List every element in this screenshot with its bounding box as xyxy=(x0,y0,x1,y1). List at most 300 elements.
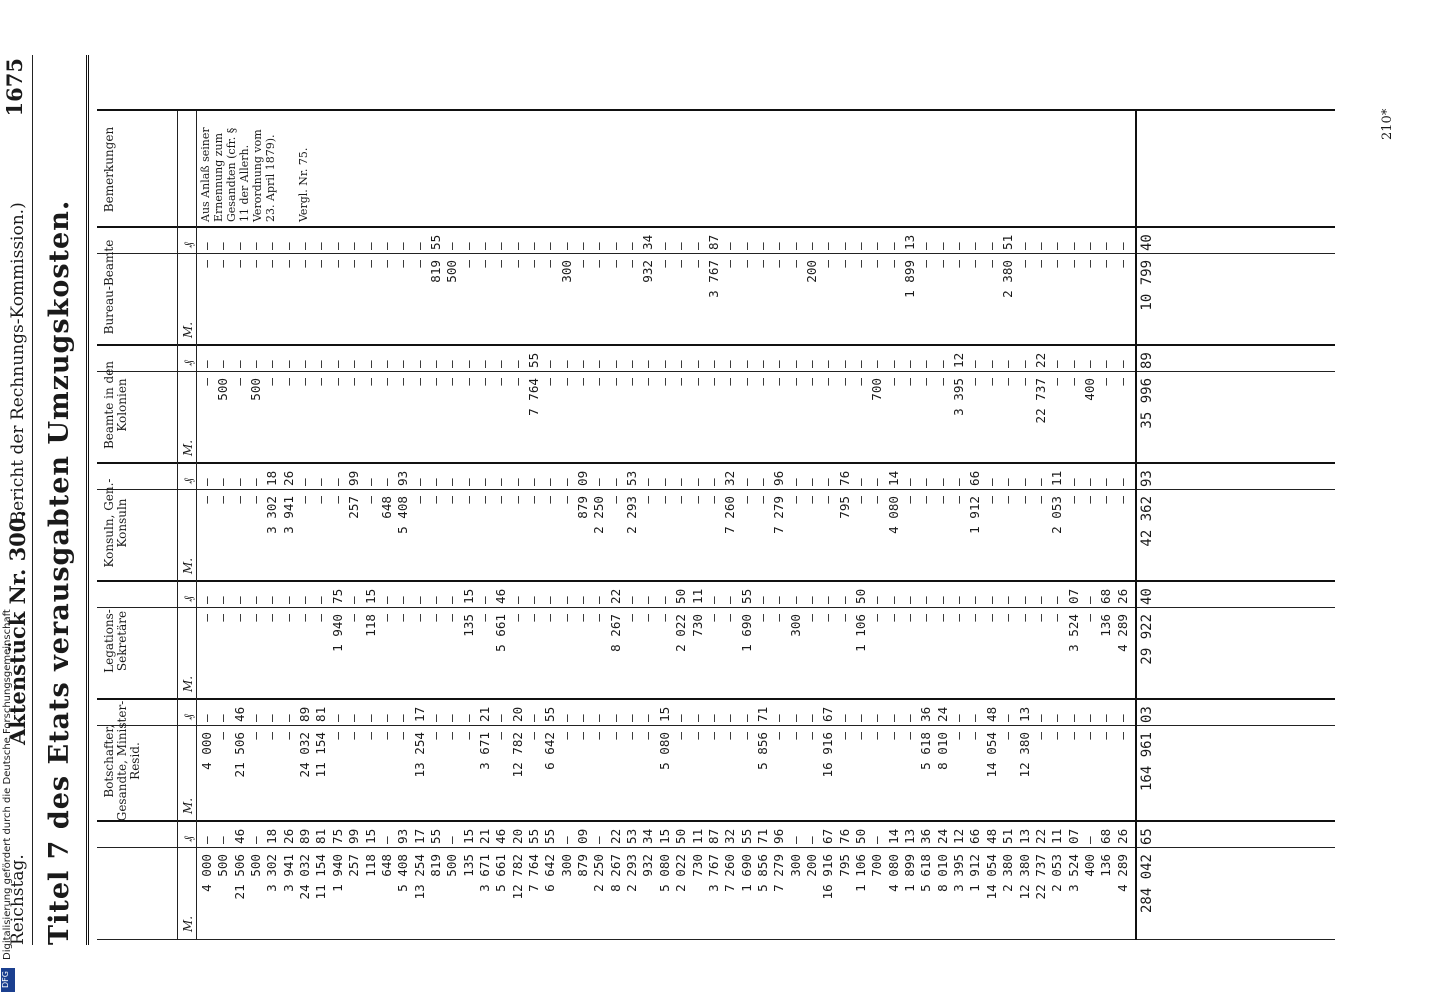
pfennig-value: — xyxy=(902,478,918,486)
amount-mark: 24 032 xyxy=(297,732,313,778)
amount-mark: 16 916 xyxy=(820,854,836,900)
amount-mark: — xyxy=(1016,496,1032,504)
pfennig-value: — xyxy=(362,714,378,722)
amount-mark: — xyxy=(542,378,558,386)
amount-mark: — xyxy=(215,496,231,504)
pfennig-value: — xyxy=(248,242,264,250)
pfennig-value: — xyxy=(476,478,492,486)
amount-mark: — xyxy=(803,378,819,386)
unit-mark: ₰ xyxy=(181,836,195,842)
amount-mark: 400 xyxy=(1081,378,1097,401)
pf-divider xyxy=(97,489,1335,490)
pfennig-value: 24 xyxy=(934,706,950,722)
amount-mark: — xyxy=(624,378,640,386)
pfennig-value: — xyxy=(934,360,950,368)
amount-mark: — xyxy=(1016,378,1032,386)
pfennig-value: — xyxy=(1032,596,1048,604)
amount-mark: — xyxy=(231,614,247,622)
amount-mark: — xyxy=(885,260,901,268)
pfennig-value: — xyxy=(689,714,705,722)
amount-mark: — xyxy=(460,732,476,740)
amount-mark: — xyxy=(705,496,721,504)
amount-mark: 5 661 xyxy=(493,854,509,892)
amount-mark: — xyxy=(673,732,689,740)
pfennig-value: 15 xyxy=(460,588,476,604)
pfennig-value: 96 xyxy=(771,470,787,486)
amount-mark: 3 941 xyxy=(280,496,296,534)
pfennig-value: — xyxy=(575,714,591,722)
pfennig-value: — xyxy=(1114,242,1130,250)
amount-mark: 3 671 xyxy=(476,732,492,770)
amount-mark: 4 080 xyxy=(885,496,901,534)
pfennig-value: 75 xyxy=(329,588,345,604)
amount-mark: 4 289 xyxy=(1114,614,1130,652)
amount-mark: — xyxy=(820,260,836,268)
pfennig-value: — xyxy=(1098,242,1114,250)
amount-mark: 5 408 xyxy=(395,854,411,892)
amount-mark: 12 782 xyxy=(509,854,525,900)
pfennig-value: — xyxy=(951,478,967,486)
pfennig-value: — xyxy=(509,242,525,250)
amount-mark: — xyxy=(248,260,264,268)
pfennig-value: — xyxy=(869,596,885,604)
unit-mark: ₰ xyxy=(181,596,195,602)
unit-mark: M. xyxy=(181,675,195,692)
pfennig-value: 50 xyxy=(673,828,689,844)
pfennig-value: — xyxy=(1016,596,1032,604)
pfennig-value: — xyxy=(1016,360,1032,368)
pfennig-value: 76 xyxy=(836,828,852,844)
amount-mark: — xyxy=(967,614,983,622)
column-divider xyxy=(97,109,1335,111)
amount-mark: 5 080 xyxy=(656,732,672,770)
pfennig-value: — xyxy=(918,478,934,486)
pfennig-value: — xyxy=(411,360,427,368)
amount-mark: — xyxy=(493,732,509,740)
pfennig-value: — xyxy=(460,714,476,722)
pfennig-value: — xyxy=(640,360,656,368)
amount-mark: — xyxy=(1114,378,1130,386)
total-amount: 164 961 xyxy=(1138,732,1155,792)
pfennig-value: 12 xyxy=(951,828,967,844)
amount-mark: — xyxy=(313,614,329,622)
amount-mark: — xyxy=(624,614,640,622)
amount-mark: — xyxy=(280,732,296,740)
amount-mark: — xyxy=(738,260,754,268)
pfennig-value: — xyxy=(591,836,607,844)
pfennig-value: — xyxy=(1049,242,1065,250)
pfennig-value: — xyxy=(640,714,656,722)
total-amount: 284 042 xyxy=(1138,854,1155,914)
amount-mark: 257 xyxy=(346,854,362,877)
pfennig-value: — xyxy=(771,242,787,250)
unit-mark: M. xyxy=(181,915,195,932)
pfennig-value: — xyxy=(624,714,640,722)
amount-mark: — xyxy=(362,378,378,386)
pfennig-value: — xyxy=(754,478,770,486)
pfennig-value: — xyxy=(705,360,721,368)
pfennig-value: — xyxy=(689,360,705,368)
pfennig-value: 26 xyxy=(1114,588,1130,604)
pfennig-value: — xyxy=(1114,360,1130,368)
pfennig-value: — xyxy=(378,360,394,368)
amount-mark: — xyxy=(460,260,476,268)
amount-mark: — xyxy=(575,378,591,386)
amount-mark: 257 xyxy=(346,496,362,519)
pfennig-value: — xyxy=(215,242,231,250)
amount-mark: — xyxy=(346,732,362,740)
amount-mark: — xyxy=(542,260,558,268)
pfennig-value: — xyxy=(803,714,819,722)
pfennig-value: — xyxy=(199,596,214,604)
remark-text: Aus Anlaß seiner Ernennung zum Gesandten (cfr. § 11 der Allerh. Verordnung vom 23. April 1879). xyxy=(199,127,277,222)
amount-mark: — xyxy=(509,260,525,268)
pfennig-value: 99 xyxy=(346,828,362,844)
pfennig-value: — xyxy=(509,596,525,604)
pfennig-value: — xyxy=(591,596,607,604)
amount-mark: — xyxy=(297,496,313,504)
remark-text: Vergl. Nr. 75. xyxy=(297,147,311,222)
pfennig-value: — xyxy=(329,360,345,368)
pfennig-value: — xyxy=(231,242,247,250)
pfennig-value: — xyxy=(444,836,460,844)
pfennig-value: — xyxy=(1098,714,1114,722)
amount-mark: — xyxy=(476,614,492,622)
amount-mark: — xyxy=(787,732,803,740)
amount-mark: — xyxy=(951,732,967,740)
pfennig-value: 55 xyxy=(542,706,558,722)
amount-mark: — xyxy=(934,378,950,386)
amount-mark: — xyxy=(297,614,313,622)
amount-mark: 1 690 xyxy=(738,854,754,892)
amount-mark: — xyxy=(1000,496,1016,504)
amount-mark: — xyxy=(902,732,918,740)
amount-mark: 500 xyxy=(215,854,231,877)
amount-mark: — xyxy=(297,378,313,386)
pfennig-value: — xyxy=(313,478,329,486)
amount-mark: — xyxy=(1049,614,1065,622)
amount-mark: — xyxy=(836,378,852,386)
amount-mark: — xyxy=(951,260,967,268)
total-amount: 42 362 xyxy=(1138,496,1155,547)
amount-mark: — xyxy=(803,732,819,740)
amount-mark: — xyxy=(329,732,345,740)
amount-mark: 14 054 xyxy=(983,854,999,900)
amount-mark: 13 254 xyxy=(411,732,427,778)
amount-mark: — xyxy=(885,614,901,622)
pfennig-value: — xyxy=(607,242,623,250)
amount-mark: — xyxy=(656,496,672,504)
pfennig-value: — xyxy=(444,714,460,722)
pfennig-value: — xyxy=(902,714,918,722)
pfennig-value: — xyxy=(558,478,574,486)
amount-mark: — xyxy=(673,260,689,268)
pfennig-value: — xyxy=(493,478,509,486)
amount-mark: — xyxy=(1098,732,1114,740)
pfennig-value: — xyxy=(754,242,770,250)
pfennig-value: — xyxy=(575,242,591,250)
pfennig-value: — xyxy=(215,836,231,844)
pfennig-value: — xyxy=(378,836,394,844)
amount-mark: 5 408 xyxy=(395,496,411,534)
header-rule xyxy=(177,111,178,940)
pfennig-value: 24 xyxy=(934,828,950,844)
pfennig-value: — xyxy=(1114,478,1130,486)
amount-mark: 4 000 xyxy=(199,854,214,892)
pfennig-value: 13 xyxy=(1016,706,1032,722)
amount-mark: 13 254 xyxy=(411,854,427,900)
pfennig-value: — xyxy=(313,596,329,604)
pfennig-value: — xyxy=(378,242,394,250)
amount-mark: — xyxy=(1081,496,1097,504)
amount-mark: 730 xyxy=(689,854,705,877)
pfennig-value: — xyxy=(885,714,901,722)
amount-mark: — xyxy=(248,496,264,504)
amount-mark: — xyxy=(493,260,509,268)
amount-mark: — xyxy=(411,260,427,268)
pfennig-value: — xyxy=(853,714,868,722)
amount-mark: — xyxy=(820,496,836,504)
header-right: (Bericht der Rechnungs-Kommission.) xyxy=(8,202,28,530)
amount-mark: 648 xyxy=(378,854,394,877)
pfennig-value: 11 xyxy=(689,828,705,844)
amount-mark: 500 xyxy=(444,260,460,283)
pfennig-value: — xyxy=(329,714,345,722)
pfennig-value: — xyxy=(820,360,836,368)
amount-mark: — xyxy=(722,732,738,740)
amount-mark: — xyxy=(689,378,705,386)
amount-mark: — xyxy=(558,732,574,740)
amount-mark: — xyxy=(771,260,787,268)
amount-mark: — xyxy=(329,496,345,504)
total-amount: 35 996 xyxy=(1138,378,1155,429)
pfennig-value: — xyxy=(444,360,460,368)
total-pfennig: 93 xyxy=(1138,470,1155,487)
total-amount: 10 799 xyxy=(1138,260,1155,311)
amount-mark: 3 395 xyxy=(951,378,967,416)
pfennig-value: — xyxy=(231,478,247,486)
amount-mark: 12 782 xyxy=(509,732,525,778)
pfennig-value: — xyxy=(640,596,656,604)
amount-mark: 7 279 xyxy=(771,854,787,892)
amount-mark: — xyxy=(689,260,705,268)
pfennig-value: — xyxy=(624,360,640,368)
amount-mark: 3 524 xyxy=(1065,854,1081,892)
pfennig-value: — xyxy=(199,242,214,250)
pfennig-value: — xyxy=(1081,360,1097,368)
pfennig-value: — xyxy=(297,596,313,604)
pfennig-value: 46 xyxy=(493,828,509,844)
pfennig-value: — xyxy=(280,714,296,722)
pfennig-value: — xyxy=(869,242,885,250)
amount-mark: — xyxy=(836,260,852,268)
pfennig-value: — xyxy=(1000,596,1016,604)
amount-mark: — xyxy=(493,378,509,386)
amount-mark: 11 154 xyxy=(313,732,329,778)
amount-mark: — xyxy=(575,614,591,622)
pfennig-value: — xyxy=(1081,714,1097,722)
amount-mark: — xyxy=(427,614,443,622)
dfg-logo: DFG xyxy=(1,968,15,992)
pfennig-value: 09 xyxy=(575,828,591,844)
amount-mark: — xyxy=(787,378,803,386)
pfennig-value: — xyxy=(722,714,738,722)
amount-mark: — xyxy=(1081,732,1097,740)
amount-mark: 7 260 xyxy=(722,854,738,892)
pfennig-value: — xyxy=(1081,836,1097,844)
pfennig-value: — xyxy=(771,360,787,368)
amount-mark: 14 054 xyxy=(983,732,999,778)
pfennig-value: 20 xyxy=(509,706,525,722)
amount-mark: — xyxy=(231,378,247,386)
amount-mark: — xyxy=(1098,378,1114,386)
header-rule xyxy=(32,55,33,945)
pfennig-value: — xyxy=(771,596,787,604)
pfennig-value: 93 xyxy=(395,470,411,486)
pfennig-value: 46 xyxy=(231,828,247,844)
amount-mark: — xyxy=(983,496,999,504)
pfennig-value: — xyxy=(738,478,754,486)
amount-mark: — xyxy=(771,732,787,740)
pfennig-value: — xyxy=(313,360,329,368)
pfennig-value: — xyxy=(591,360,607,368)
pfennig-value: 22 xyxy=(607,828,623,844)
pfennig-value: — xyxy=(885,596,901,604)
amount-mark: — xyxy=(264,378,280,386)
pfennig-value: — xyxy=(1081,478,1097,486)
pfennig-value: — xyxy=(853,360,868,368)
amount-mark: — xyxy=(378,378,394,386)
amount-mark: — xyxy=(934,496,950,504)
amount-mark: — xyxy=(754,260,770,268)
total-pfennig: 03 xyxy=(1138,706,1155,723)
unit-mark: M. xyxy=(181,439,195,456)
amount-mark: 5 618 xyxy=(918,732,934,770)
page-number: 1675 xyxy=(2,58,27,117)
pfennig-value: 66 xyxy=(967,828,983,844)
amount-mark: — xyxy=(215,732,231,740)
pfennig-value: 15 xyxy=(656,706,672,722)
pfennig-value: — xyxy=(199,714,214,722)
amount-mark: — xyxy=(656,614,672,622)
pfennig-value: — xyxy=(313,242,329,250)
amount-mark: — xyxy=(362,260,378,268)
pfennig-value: — xyxy=(967,596,983,604)
pfennig-value: 21 xyxy=(476,706,492,722)
amount-mark: 700 xyxy=(869,854,885,877)
pfennig-value: 75 xyxy=(329,828,345,844)
amount-mark: — xyxy=(918,260,934,268)
pfennig-value: — xyxy=(869,836,885,844)
pfennig-value: — xyxy=(558,714,574,722)
pfennig-value: 36 xyxy=(918,828,934,844)
amount-mark: 648 xyxy=(378,496,394,519)
pfennig-value: — xyxy=(787,596,803,604)
pfennig-value: 50 xyxy=(853,588,868,604)
pfennig-value: — xyxy=(853,478,868,486)
column-header: Legations-Sekretäre xyxy=(102,609,129,673)
pfennig-value: — xyxy=(199,836,214,844)
pfennig-value: 46 xyxy=(493,588,509,604)
pfennig-value: — xyxy=(297,360,313,368)
pfennig-value: — xyxy=(542,596,558,604)
amount-mark: — xyxy=(787,260,803,268)
amount-mark: — xyxy=(1114,496,1130,504)
pf-divider xyxy=(97,847,1335,848)
amount-mark: — xyxy=(444,496,460,504)
amount-mark: — xyxy=(231,260,247,268)
column-header: Bemerkungen xyxy=(102,126,116,213)
pfennig-value: 18 xyxy=(264,470,280,486)
amount-mark: — xyxy=(656,378,672,386)
amount-mark: — xyxy=(983,614,999,622)
amount-mark: — xyxy=(934,260,950,268)
amount-mark: — xyxy=(280,378,296,386)
pfennig-value: — xyxy=(951,714,967,722)
amount-mark: — xyxy=(460,378,476,386)
pfennig-value: — xyxy=(951,596,967,604)
pfennig-value: 99 xyxy=(346,470,362,486)
amount-mark: 22 737 xyxy=(1032,378,1048,424)
pfennig-value: — xyxy=(575,360,591,368)
amount-mark: 2 022 xyxy=(673,614,689,652)
amount-mark: — xyxy=(444,732,460,740)
column-divider xyxy=(97,226,1335,228)
pfennig-value: — xyxy=(460,360,476,368)
amount-mark: — xyxy=(460,496,476,504)
amount-mark: 21 506 xyxy=(231,854,247,900)
amount-mark: 1 912 xyxy=(967,496,983,534)
total-pfennig: 40 xyxy=(1138,588,1155,605)
pfennig-value: 81 xyxy=(313,828,329,844)
pfennig-value: 26 xyxy=(1114,828,1130,844)
pfennig-value: 55 xyxy=(526,352,541,368)
amount-mark: — xyxy=(771,614,787,622)
pfennig-value: — xyxy=(951,242,967,250)
pfennig-value: 14 xyxy=(885,470,901,486)
pfennig-value: 51 xyxy=(1000,234,1016,250)
amount-mark: — xyxy=(395,378,411,386)
pfennig-value: — xyxy=(934,478,950,486)
amount-mark: — xyxy=(640,614,656,622)
pfennig-value: 68 xyxy=(1098,828,1114,844)
pfennig-value: — xyxy=(1032,714,1048,722)
pfennig-value: — xyxy=(902,360,918,368)
amount-mark: — xyxy=(558,378,574,386)
pfennig-value: 17 xyxy=(411,828,427,844)
amount-mark: — xyxy=(526,260,541,268)
pfennig-value: — xyxy=(983,360,999,368)
amount-mark: 6 642 xyxy=(542,854,558,892)
pfennig-value: — xyxy=(1032,478,1048,486)
pfennig-value: 17 xyxy=(411,706,427,722)
amount-mark: — xyxy=(722,614,738,622)
amount-mark: 300 xyxy=(558,260,574,283)
amount-mark: — xyxy=(607,378,623,386)
amount-mark: — xyxy=(264,614,280,622)
amount-mark: — xyxy=(673,378,689,386)
amount-mark: 135 xyxy=(460,614,476,637)
pfennig-value: 55 xyxy=(542,828,558,844)
pfennig-value: — xyxy=(493,360,509,368)
unit-mark: M. xyxy=(181,797,195,814)
amount-mark: — xyxy=(329,378,345,386)
amount-mark: 200 xyxy=(803,854,819,877)
pfennig-value: — xyxy=(395,714,411,722)
pfennig-value: — xyxy=(248,714,264,722)
amount-mark: — xyxy=(967,378,983,386)
unit-rule xyxy=(196,111,197,940)
